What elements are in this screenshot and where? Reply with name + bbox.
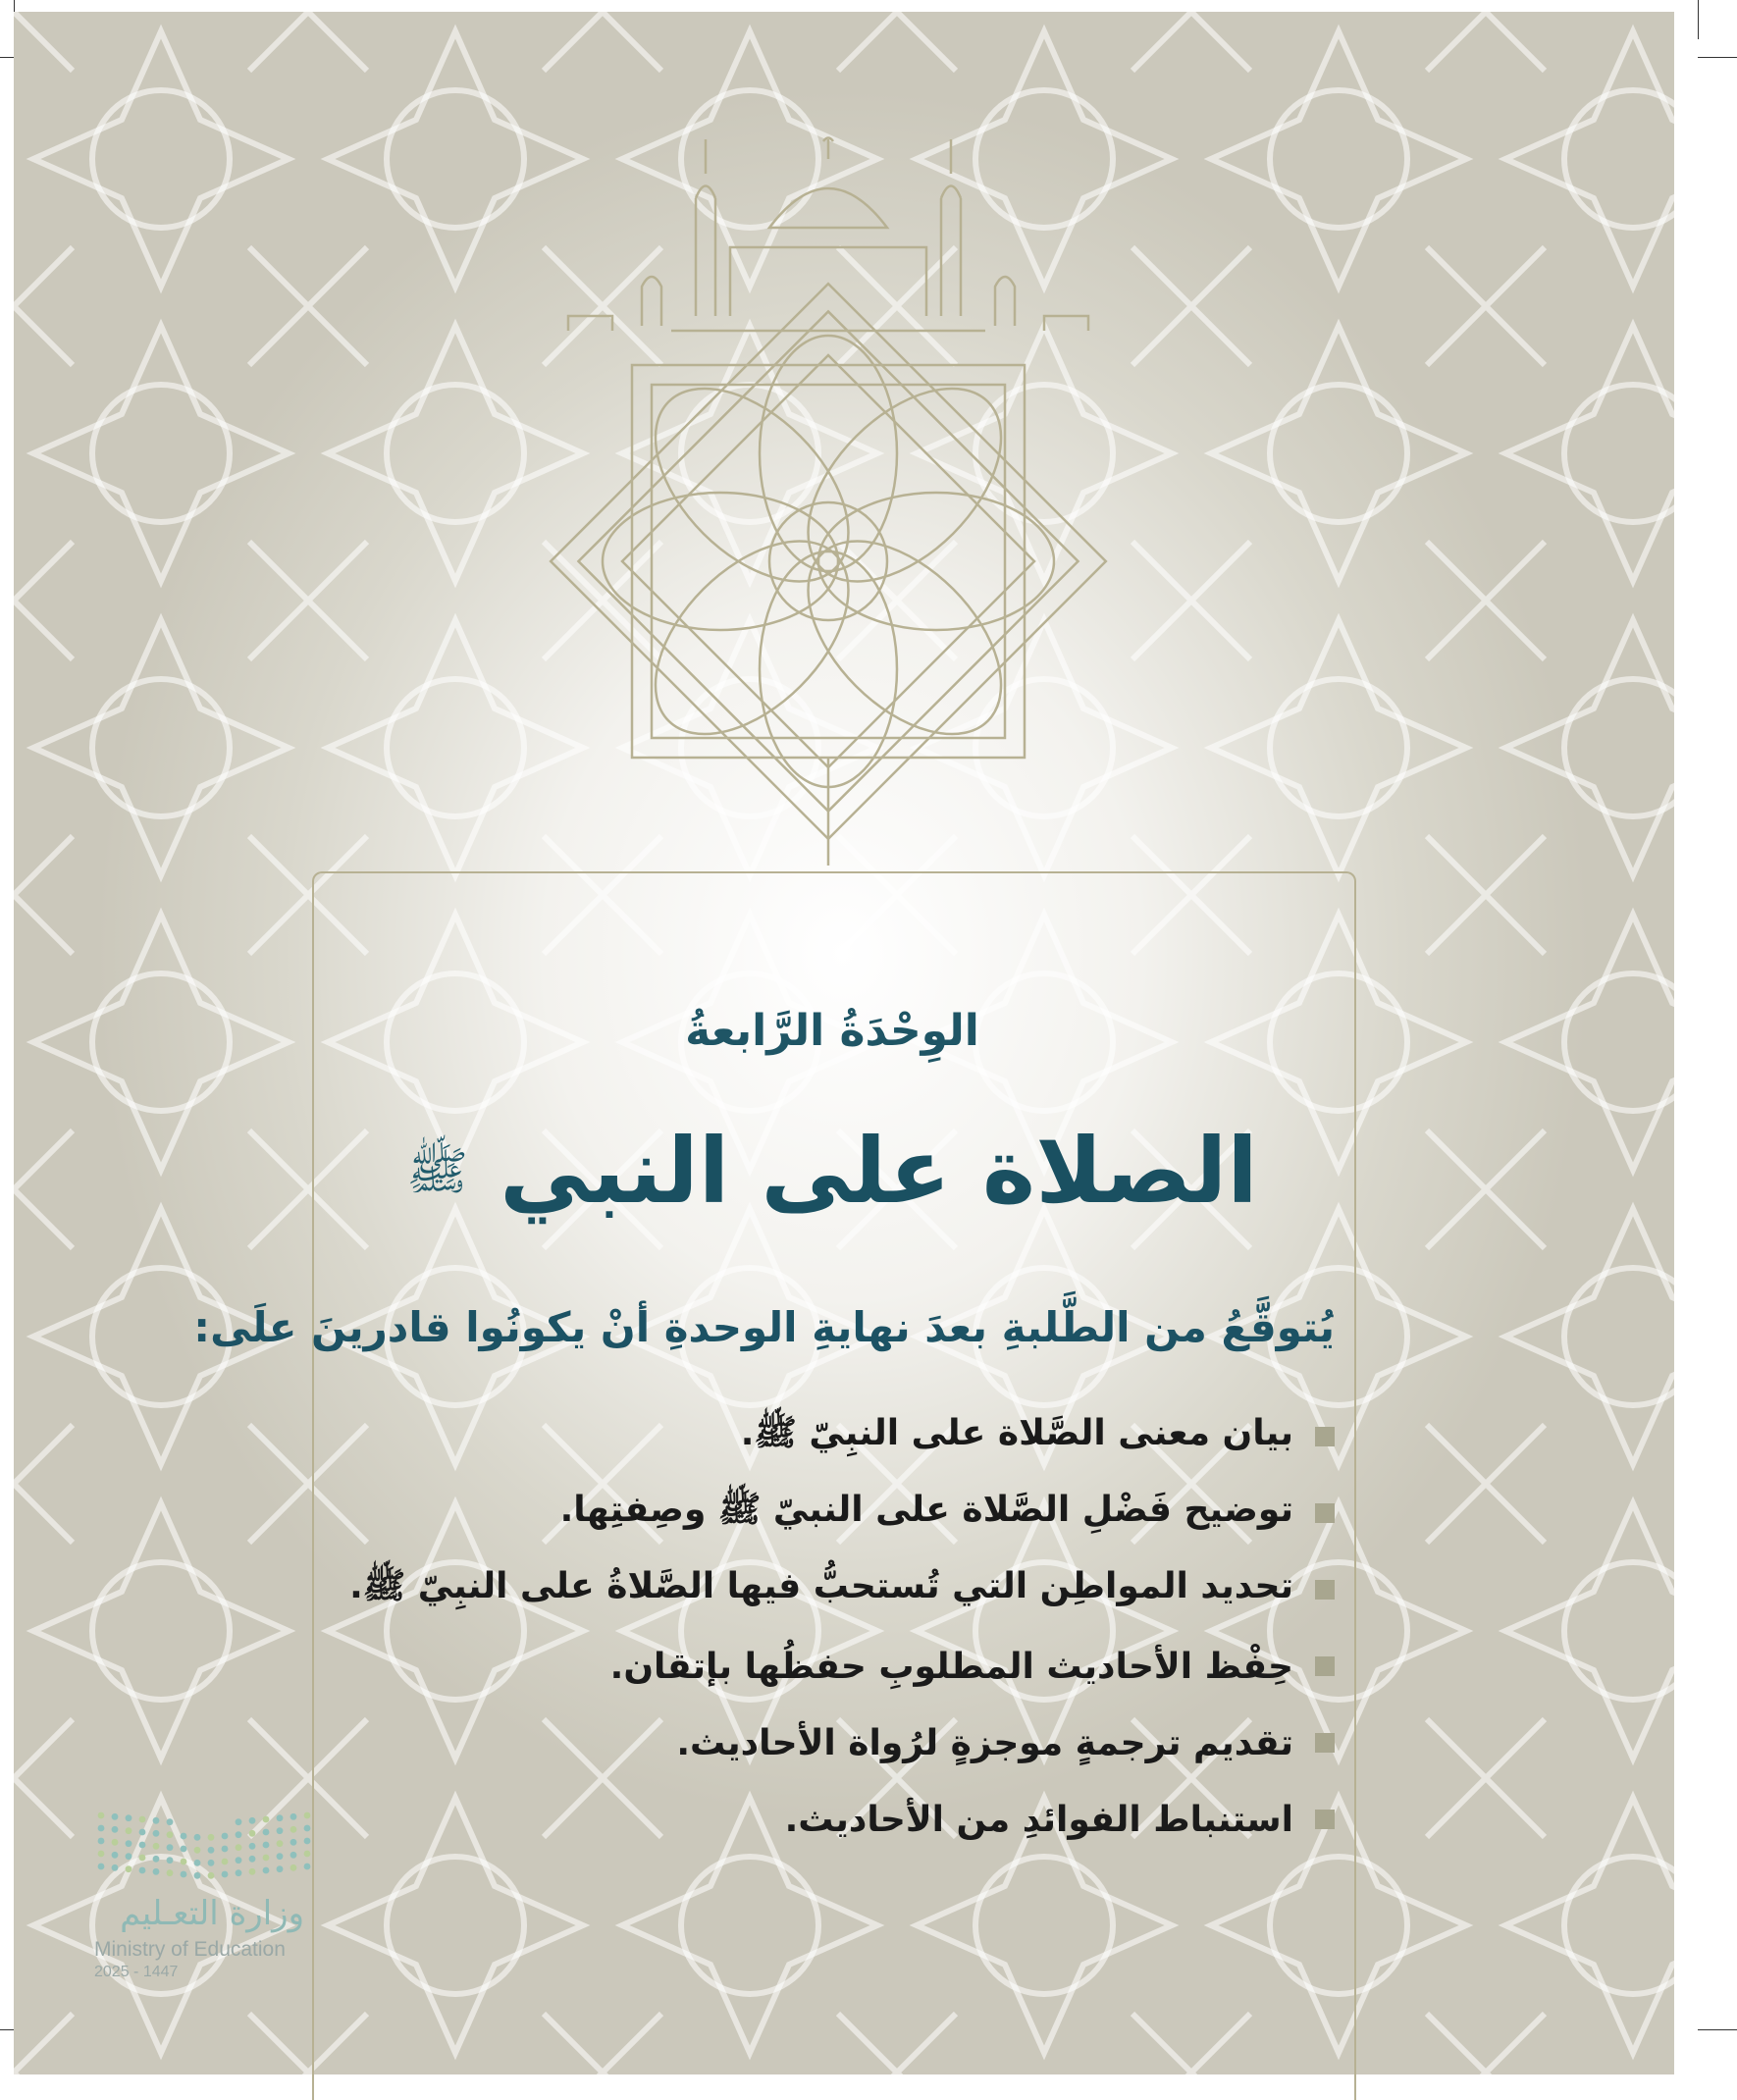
logo-dot bbox=[153, 1868, 160, 1875]
square-bullet-icon bbox=[1315, 1580, 1335, 1600]
ministry-name-arabic: وزارة التعـليم bbox=[120, 1894, 304, 1933]
edition-year: 2025 - 1447 bbox=[94, 1964, 179, 1980]
logo-dot bbox=[304, 1851, 311, 1858]
objectives-intro: يُتوقَّعُ من الطَّلبةِ بعدَ نهايةِ الوحدةِ أنْ يكونُوا قادرينَ علَى: bbox=[193, 1303, 1335, 1351]
logo-dot bbox=[208, 1860, 215, 1866]
logo-dot bbox=[126, 1865, 132, 1872]
logo-dot bbox=[153, 1817, 160, 1824]
logo-dot bbox=[181, 1859, 187, 1865]
square-bullet-icon bbox=[1315, 1656, 1335, 1676]
logo-dot bbox=[167, 1844, 174, 1851]
objective-text: بيان معنى الصَّلاة على النبِيّ ﷺ. bbox=[740, 1413, 1293, 1453]
logo-dot bbox=[194, 1847, 201, 1854]
logo-dot bbox=[153, 1856, 160, 1863]
logo-dot bbox=[290, 1839, 297, 1846]
objective-text: توضيح فَضْلِ الصَّلاة على النبيّ ﷺ وصِفتِها. bbox=[559, 1490, 1293, 1530]
objective-text: استنباط الفوائدِ من الأحاديث. bbox=[784, 1799, 1293, 1840]
logo-dot bbox=[167, 1818, 174, 1825]
objective-text: حِفْظ الأحاديث المطلوبِ حفظُها بإتقان. bbox=[609, 1646, 1293, 1687]
list-item bbox=[451, 1398, 1335, 1475]
logo-dot bbox=[126, 1827, 132, 1834]
logo-dot bbox=[249, 1817, 256, 1824]
logo-dot bbox=[139, 1816, 146, 1823]
ministry-name-english: Ministry of Education bbox=[94, 1938, 286, 1961]
logo-dot bbox=[236, 1857, 242, 1864]
logo-dot bbox=[181, 1871, 187, 1878]
logo-dot bbox=[236, 1869, 242, 1876]
logo-dot bbox=[139, 1842, 146, 1849]
honorific-glyph: ﷺ bbox=[406, 1142, 469, 1202]
logo-dot bbox=[153, 1830, 160, 1837]
logo-dot bbox=[236, 1818, 242, 1825]
logo-dot bbox=[277, 1853, 284, 1860]
logo-dot bbox=[263, 1855, 270, 1862]
logo-dot bbox=[98, 1864, 105, 1870]
logo-dot bbox=[112, 1852, 119, 1859]
crop-mark bbox=[1698, 2029, 1737, 2030]
list-item bbox=[451, 1705, 1335, 1781]
logo-dot bbox=[139, 1829, 146, 1836]
logo-dot bbox=[236, 1831, 242, 1838]
list-item bbox=[451, 1628, 1335, 1705]
logo-dot bbox=[167, 1831, 174, 1838]
objectives-list bbox=[349, 1398, 1335, 1858]
logo-dot bbox=[222, 1833, 229, 1840]
logo-dot bbox=[181, 1833, 187, 1840]
logo-dot bbox=[263, 1867, 270, 1874]
unit-title-text: الصلاة على النبي bbox=[500, 1119, 1258, 1224]
logo-dot bbox=[304, 1825, 311, 1832]
crop-mark bbox=[1698, 57, 1737, 58]
logo-dot bbox=[304, 1812, 311, 1819]
logo-dot bbox=[208, 1834, 215, 1841]
logo-dot bbox=[194, 1834, 201, 1841]
logo-dot bbox=[304, 1838, 311, 1845]
objective-text: تقديم ترجمةٍ موجزةٍ لرُواة الأحاديث. bbox=[676, 1722, 1293, 1763]
logo-dot bbox=[277, 1827, 284, 1834]
logo-dot bbox=[194, 1872, 201, 1879]
logo-dot bbox=[167, 1857, 174, 1864]
square-bullet-icon bbox=[1315, 1733, 1335, 1753]
logo-dot bbox=[290, 1826, 297, 1833]
logo-dot bbox=[126, 1814, 132, 1821]
logo-dot bbox=[249, 1856, 256, 1863]
list-item bbox=[349, 1551, 1335, 1628]
logo-dot bbox=[208, 1872, 215, 1879]
list-item bbox=[451, 1781, 1335, 1858]
logo-dot bbox=[290, 1813, 297, 1820]
logo-dot bbox=[290, 1864, 297, 1871]
logo-dot bbox=[98, 1851, 105, 1858]
logo-dot bbox=[112, 1813, 119, 1820]
square-bullet-icon bbox=[1315, 1810, 1335, 1829]
logo-dot bbox=[194, 1860, 201, 1866]
logo-dot bbox=[277, 1814, 284, 1821]
logo-dot bbox=[249, 1868, 256, 1875]
logo-dot bbox=[126, 1853, 132, 1860]
logo-dot bbox=[98, 1812, 105, 1819]
logo-dot bbox=[263, 1842, 270, 1849]
crop-mark bbox=[1698, 0, 1699, 39]
unit-title bbox=[312, 1119, 1352, 1224]
logo-dot bbox=[277, 1840, 284, 1847]
logo-dot bbox=[181, 1846, 187, 1853]
logo-dot bbox=[222, 1846, 229, 1853]
logo-dot bbox=[277, 1865, 284, 1872]
logo-dot bbox=[208, 1847, 215, 1854]
list-item bbox=[451, 1475, 1335, 1551]
logo-dot bbox=[98, 1838, 105, 1845]
logo-dot bbox=[249, 1830, 256, 1837]
logo-dot bbox=[222, 1859, 229, 1865]
logo-dot bbox=[236, 1844, 242, 1851]
logo-dot bbox=[263, 1816, 270, 1823]
objective-text: تحديد المواطِن التي تُستحبُّ فيها الصَّلاةُ على النبِيّ ﷺ. bbox=[349, 1566, 1293, 1606]
square-bullet-icon bbox=[1315, 1427, 1335, 1446]
logo-dot bbox=[112, 1864, 119, 1871]
mosque-rosette-ornament bbox=[475, 120, 1182, 944]
logo-dot bbox=[249, 1843, 256, 1850]
logo-dot bbox=[167, 1869, 174, 1876]
logo-dot bbox=[98, 1825, 105, 1832]
logo-dot bbox=[112, 1839, 119, 1846]
logo-dot bbox=[222, 1871, 229, 1878]
logo-dot bbox=[126, 1840, 132, 1847]
logo-dot bbox=[112, 1826, 119, 1833]
logo-dot bbox=[139, 1855, 146, 1862]
logo-dot bbox=[290, 1852, 297, 1859]
logo-dot bbox=[153, 1843, 160, 1850]
logo-dot bbox=[139, 1867, 146, 1874]
square-bullet-icon bbox=[1315, 1503, 1335, 1523]
logo-dot bbox=[263, 1829, 270, 1836]
logo-dot bbox=[304, 1864, 311, 1870]
unit-number-label: الوِحْدَةُ الرَّابعةُ bbox=[685, 1006, 979, 1056]
